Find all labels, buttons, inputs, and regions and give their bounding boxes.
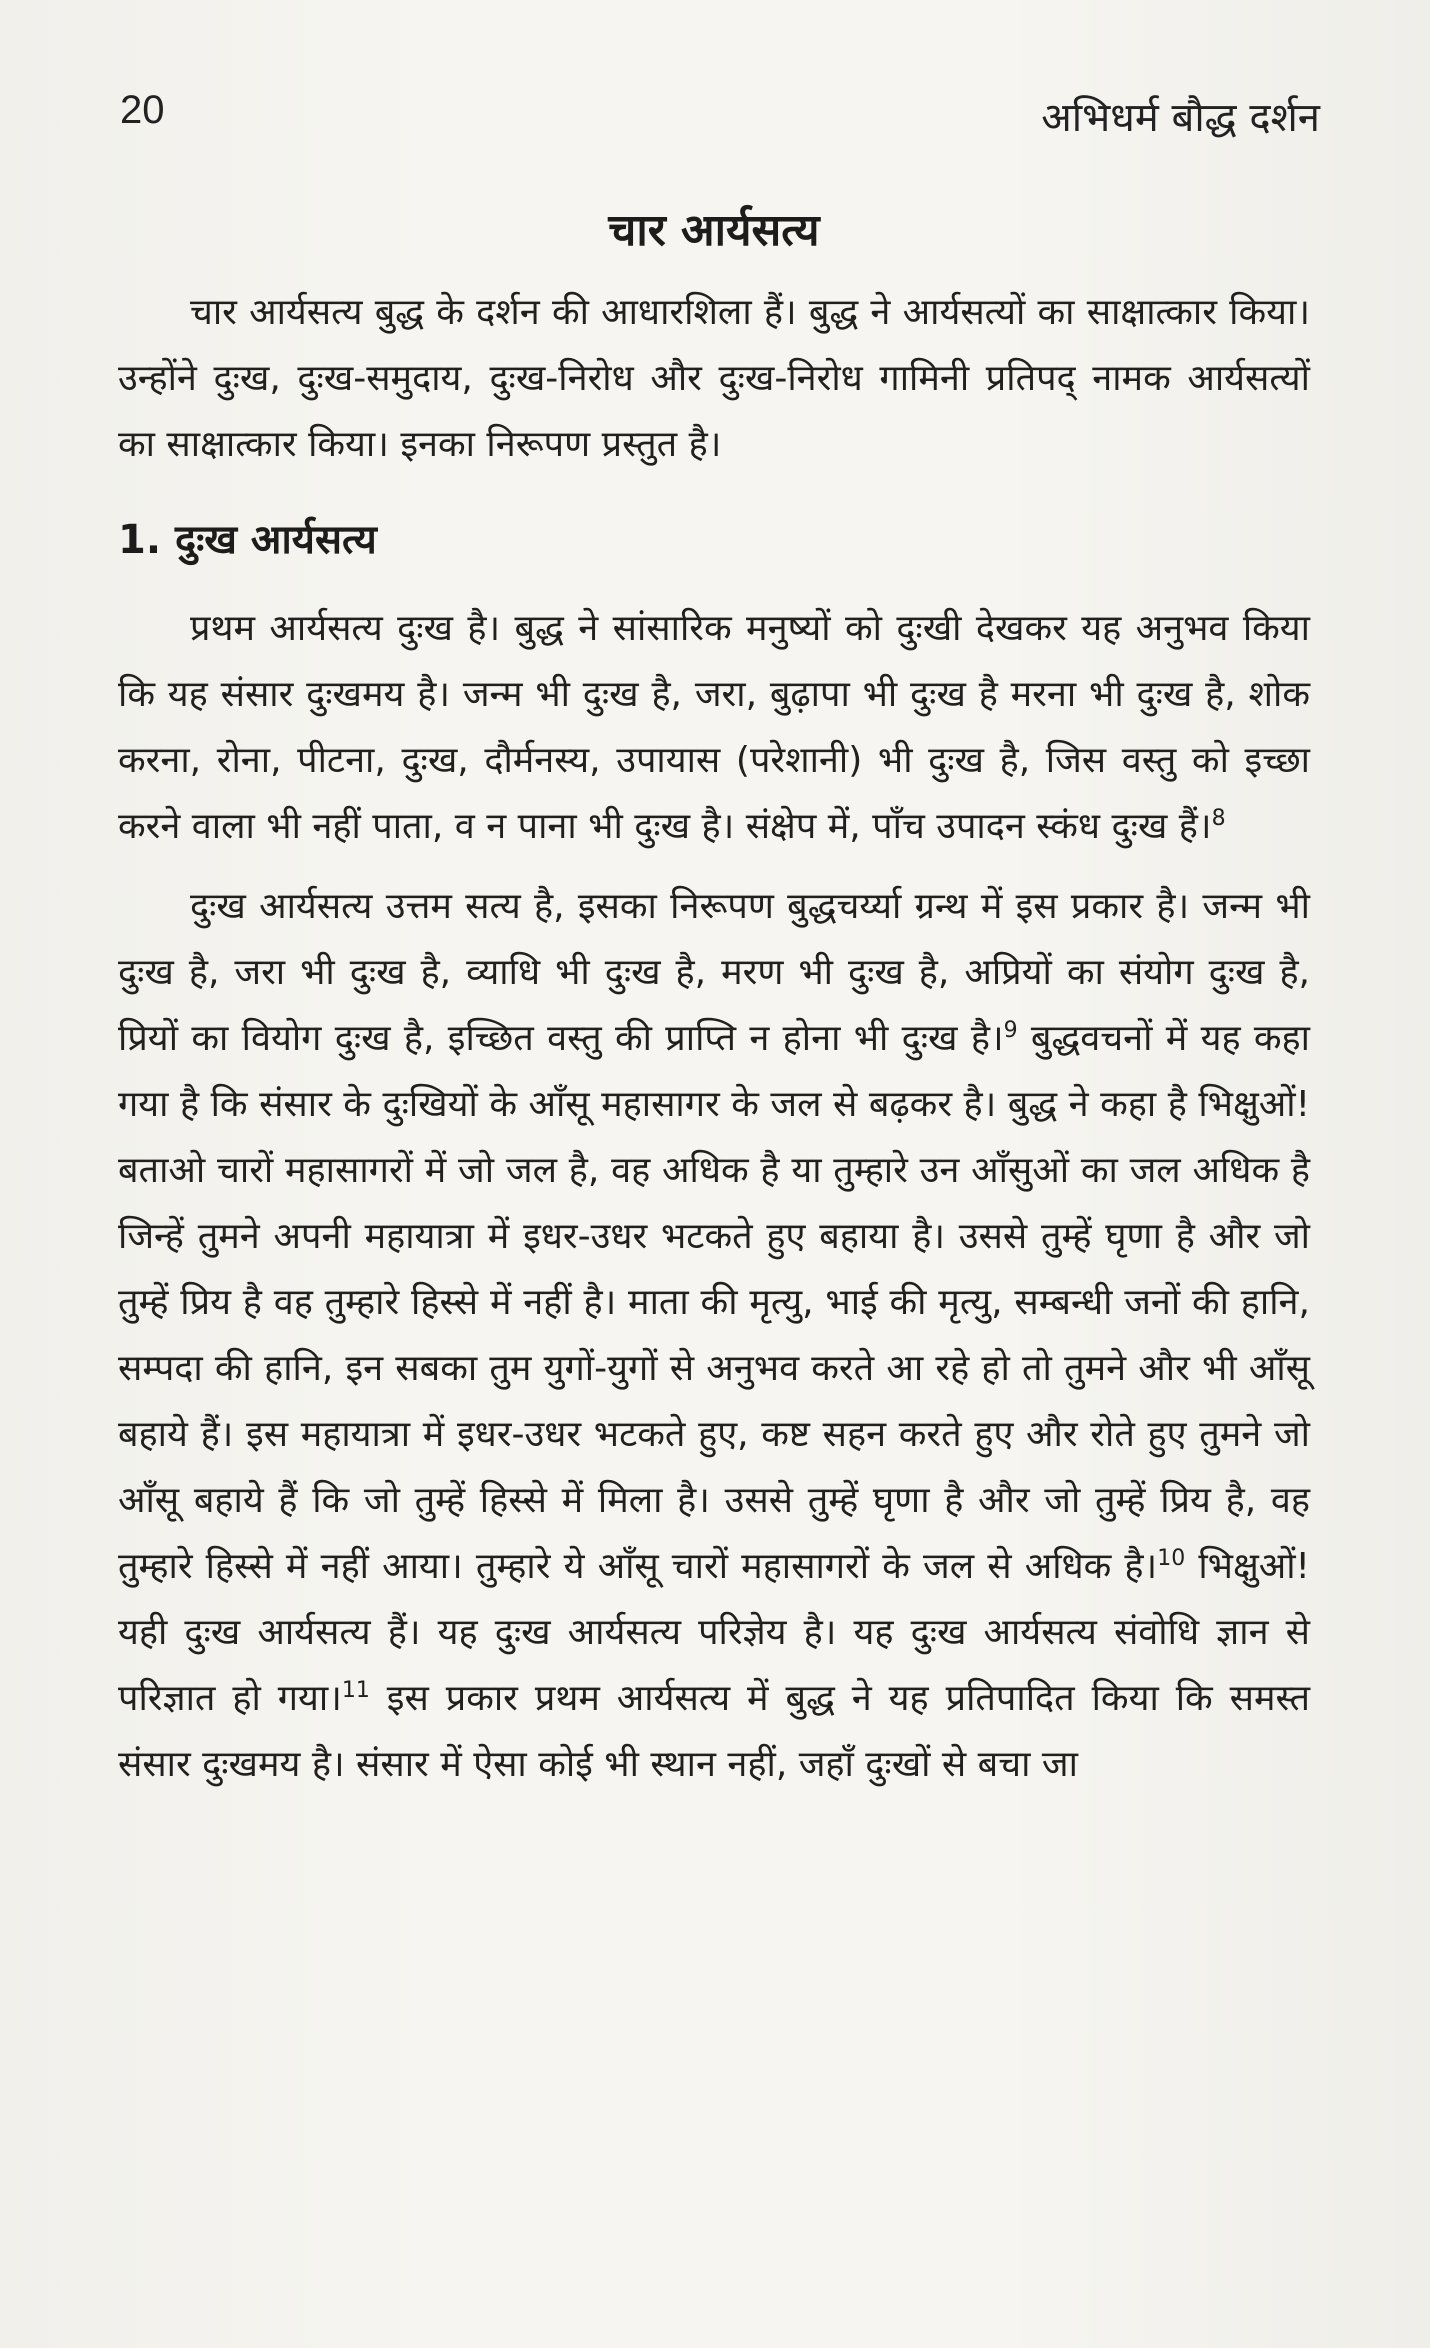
intro-paragraph: चार आर्यसत्य बुद्ध के दर्शन की आधारशिला हैं। बुद्ध ने आर्यसत्यों का साक्षात्कार किया। उन्होंने दुःख, दुःख-समुदाय, दुःख-निरोध और दुःख-निरोध गामिनी प्रतिपद् नामक आर्यसत्यों का साक्षात्कार किया। इनका निरूपण प्रस्तुत है। (118, 291, 1310, 465)
paragraph-text-d: इस प्रकार प्रथम आर्यसत्य में बुद्ध ने यह प्रतिपादित किया कि समस्त संसार दुःखमय है। संसार में ऐसा कोई भी स्थान नहीं, जहाँ दुःखों से बचा जा (118, 1677, 1310, 1785)
paragraph-first-truth (118, 596, 1310, 860)
paragraph-gap (118, 860, 1310, 874)
chapter-title: चार आर्यसत्य (608, 205, 820, 256)
footnote-ref-10: 10 (1157, 1545, 1186, 1571)
paragraph-suffering (118, 874, 1310, 1798)
running-head: अभिधर्म बौद्ध दर्शन (1041, 95, 1320, 141)
footnote-ref-9: 9 (1003, 1017, 1018, 1043)
paragraph-text-a: दुःख आर्यसत्य उत्तम सत्य है, इसका निरूपण बुद्धचर्य्या ग्रन्थ में इस प्रकार है। जन्म भी दुःख है, जरा भी दुःख है, व्याधि भी दुःख है, मरण भी दुःख है, अप्रियों का संयोग दुःख है, प्रियों का वियोग दुःख है, इच्छित वस्तु की प्राप्ति न होना भी दुःख है। (118, 885, 1310, 1059)
page-number: 20 (120, 88, 165, 132)
footnote-ref-11: 11 (341, 1677, 370, 1703)
section-heading: 1. दुःख आर्यसत्य (118, 516, 377, 563)
page-content (118, 205, 1310, 1798)
paragraph-text-c: भिक्षुओं! यही दुःख आर्यसत्य हैं। यह दुःख आर्यसत्य परिज्ञेय है। यह दुःख आर्यसत्य संवोधि ज्ञान से परिज्ञात हो गया। (118, 1545, 1310, 1719)
footnote-ref-8: 8 (1211, 805, 1226, 831)
paragraph-text: प्रथम आर्यसत्य दुःख है। बुद्ध ने सांसारिक मनुष्यों को दुःखी देखकर यह अनुभव किया कि यह संसार दुःखमय है। जन्म भी दुःख है, जरा, बुढ़ापा भी दुःख है मरना भी दुःख है, शोक करना, रोना, पीटना, दुःख, दौर्मनस्य, उपायास (परेशानी) भी दुःख है, जिस वस्तु को इच्छा करने वाला भी नहीं पाता, व न पाना भी दुःख है। संक्षेप में, पाँच उपादन स्कंध दुःख हैं। (118, 607, 1310, 847)
page-header (120, 88, 1320, 158)
paragraph-text-b: बुद्धवचनों में यह कहा गया है कि संसार के दुःखियों के आँसू महासागर के जल से बढ़कर है। बुद्ध ने कहा है भिक्षुओं! बताओ चारों महासागरों में जो जल है, वह अधिक है या तुम्हारे उन आँसुओं का जल अधिक है जिन्हें तुमने अपनी महायात्रा में इधर-उधर भटकते हुए बहाया है। उससे तुम्हें घृणा है और जो तुम्हें प्रिय है वह तुम्हारे हिस्से में नहीं है। माता की मृत्यु, भाई की मृत्यु, सम्बन्धी जनों की हानि, सम्पदा की हानि, इन सबका तुम युगों-युगों से अनुभव करते आ रहे हो तो तुमने और भी आँसू बहाये हैं। इस महायात्रा में इधर-उधर भटकते हुए, कष्ट सहन करते हुए और रोते हुए तुमने जो आँसू बहाये हैं कि जो तुम्हें हिस्से में मिला है। उससे तुम्हें घृणा है और जो तुम्हें प्रिय है, वह तुम्हारे हिस्से में नहीं आया। तुम्हारे ये आँसू चारों महासागरों के जल से अधिक है। (118, 1017, 1310, 1587)
